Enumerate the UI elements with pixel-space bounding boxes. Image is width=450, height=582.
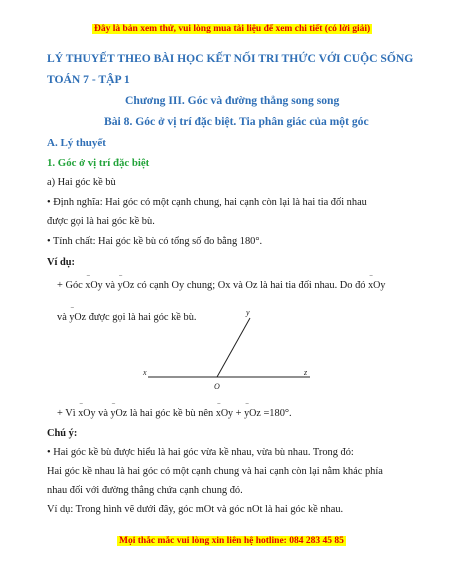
angle-yoz: ⌢ yOz	[69, 305, 87, 323]
chapter-heading: Chương III. Góc và đường thẳng song song	[125, 94, 340, 107]
item-a-label: a) Hai góc kề bù	[47, 177, 116, 188]
angle-xoy: ⌢ xOy	[215, 401, 234, 419]
example-prefix: + Góc	[57, 280, 83, 291]
section-a-heading: A. Lý thuyết	[47, 137, 106, 149]
note-line-4: Ví dụ: Trong hình vẽ dưới đây, góc mOt và góc nOt là hai góc kề nhau.	[47, 504, 344, 515]
ray-oy	[217, 318, 250, 377]
angle-mark-icon: ⌢	[118, 273, 123, 279]
conjunction-and: và	[98, 408, 108, 419]
conclusion-line	[57, 401, 292, 419]
note-line-2: Hai góc kề nhau là hai góc có một cạnh chung và hai cạnh còn lại nằm khác phía	[47, 466, 383, 477]
top-notice-banner: Đây là bản xem thử, vui lòng mua tài liệu để xem chi tiết (có lời giải)	[94, 24, 371, 34]
example-text: được gọi là hai góc kề bù.	[88, 312, 197, 323]
lesson-heading: Bài 8. Góc ở vị trí đặc biệt. Tia phân giác của một góc	[104, 115, 369, 128]
definition-line-1: • Định nghĩa: Hai góc có một cạnh chung, hai cạnh còn lại là hai tia đối nhau	[47, 197, 367, 208]
angle-mark-icon: ⌢	[369, 273, 374, 279]
plus-sign: +	[235, 408, 242, 419]
angle-yoz: ⌢ yOz	[117, 273, 135, 291]
angle-mark-icon: ⌢	[86, 273, 91, 279]
equation-result: =180°	[263, 408, 290, 419]
conclusion-text: là hai góc kề bù nên	[129, 408, 214, 419]
example-line-1	[57, 273, 386, 291]
label-x: x	[143, 368, 147, 377]
conjunction-and: và	[57, 312, 67, 323]
subsection-1-heading: 1. Góc ở vị trí đặc biệt	[47, 157, 150, 169]
angle-yoz: ⌢ yOz	[110, 401, 128, 419]
label-o: O	[214, 382, 220, 391]
document-title-line1: LÝ THUYẾT THEO BÀI HỌC KẾT NỐI TRI THỨC VỚI CUỘC SỐNG	[47, 52, 414, 65]
note-line-3: nhau đối với đường thẳng chứa cạnh chung đó.	[47, 485, 243, 496]
angle-mark-icon: ⌢	[216, 401, 221, 407]
period: .	[289, 408, 292, 419]
note-line-1: • Hai góc kề bù được hiểu là hai góc vừa kề nhau, vừa bù nhau. Trong đó:	[47, 447, 354, 458]
definition-line-2: được gọi là hai góc kề bù.	[47, 216, 155, 227]
angle-mark-icon: ⌢	[245, 401, 250, 407]
label-y: y	[246, 308, 250, 317]
angle-yoz: ⌢ yOz	[244, 401, 261, 419]
angle-xoy: ⌢ xOy	[78, 401, 96, 419]
angle-mark-icon: ⌢	[70, 305, 75, 311]
angle-mark-icon: ⌢	[79, 401, 84, 407]
bottom-hotline-banner: Mọi thắc mắc vui lòng xin liên hệ hotline: 084 283 45 85	[119, 536, 344, 546]
property-line: • Tính chất: Hai góc kề bù có tổng số đo bằng 180°.	[47, 236, 263, 247]
because-prefix: + Vì	[57, 408, 76, 419]
adjacent-supplementary-angles-figure	[135, 305, 320, 395]
conjunction-and: và	[105, 280, 116, 291]
document-title-line2: TOÁN 7 - TẬP 1	[47, 73, 130, 86]
example-text: có cạnh Oy chung; Ox và Oz là hai tia đối nhau. Do đó	[136, 280, 366, 291]
angle-xoy: ⌢ xOy	[368, 273, 386, 291]
label-z: z	[304, 368, 308, 377]
example-label: Ví dụ:	[47, 257, 76, 268]
angle-mark-icon: ⌢	[111, 401, 116, 407]
note-label: Chú ý:	[47, 428, 78, 439]
angle-xoy: ⌢ xOy	[85, 273, 103, 291]
